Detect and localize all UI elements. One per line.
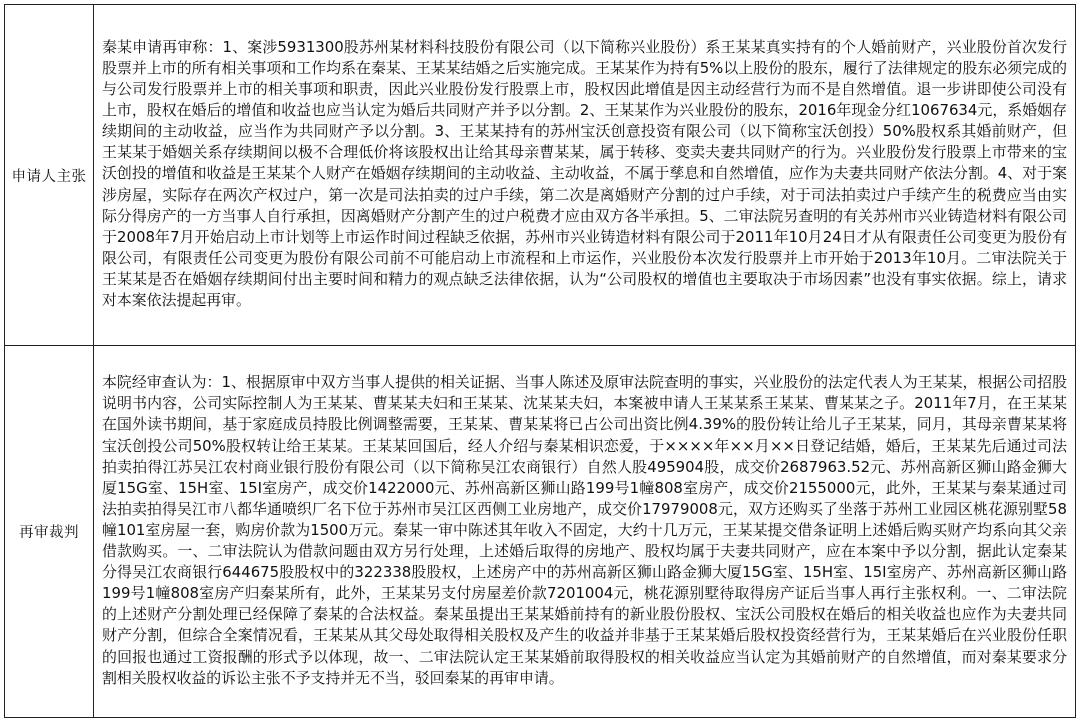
row-label-retrial-ruling: 再审裁判 (5, 346, 94, 718)
table-row-applicant-claims (5, 5, 1076, 346)
case-table (4, 4, 1076, 718)
row-label-applicant-claims: 申请人主张 (5, 5, 94, 346)
applicant-claims-text: 秦某申请再审称：1、案涉5931300股苏州某材料科技股份有限公司（以下简称兴业股份）系王某某真实持有的个人婚前财产，兴业股份首次发行股票并上市的所有相关事项和工作均系在秦某、王某某结婚之后实施完成。王某某作为持有5%以上股份的股东，履行了法律规定的股东必须完成的与公司发行股票并上市的相关事项和职责，因此兴业股份发行股票上市，股权因此增值是因主动经营行为而不是自然增值。退一步讲即使公司没有上市，股权在婚后的增值和收益也应当认定为婚后共同财产并予以分割。2、王某某作为兴业股份的股东，2016年现金分红1067634元，系婚姻存续期间的主动收益，应当作为共同财产予以分割。3、王某某持有的苏州宝沃创意投资有限公司（以下简称宝沃创投）50%股权系其婚前财产，但王某某于婚姻关系存续期间以极不合理低价将该股权出让给其母亲曹某某，属于转移、变卖夫妻共同财产的行为。兴业股份发行股票上市带来的宝沃创投的增值和收益是王某某个人财产在婚姻存续期间的主动收益、主动收益，不属于孳息和自然增值，应作为夫妻共同财产依法分割。4、对于案涉房屋，实际存在两次产权过户，第一次是司法拍卖的过户手续，第二次是离婚财产分割的过户手续，对于司法拍卖过户手续产生的税费应当由实际分得房产的一方当事人自行承担，因离婚财产分割产生的过户税费才应由双方各半承担。5、二审法院另查明的有关苏州市兴业铸造材料有限公司于2008年7月开始启动上市计划等上市运作时间过程缺乏依据，苏州市兴业铸造材料有限公司于2011年10月24日才从有限责任公司变更为股份有限公司，有限责任公司变更为股份有限公司前不可能启动上市流程和上市运作，兴业股份本次发行股票并上市开始于2013年10月。二审法院关于王某某是否在婚姻存续期间付出主要时间和精力的观点缺乏法律依据，认为“公司股权的增值也主要取决于市场因素”也没有事实依据。综上，请求对本案依法提起再审。 (94, 5, 1076, 346)
retrial-ruling-text: 本院经审查认为：1、根据原审中双方当事人提供的相关证据、当事人陈述及原审法院查明的事实，兴业股份的法定代表人为王某某，根据公司招股说明书内容，公司实际控制人为王某某、曹某某夫妇和王某某、沈某某夫妇，本案被申请人王某某系王某某、曹某某之子。2011年7月，在王某某在国外读书期间，基于家庭成员持股比例调整需要，王某某、曹某某将已占公司出资比例4.39%的股份转让给儿子王某某，同月，其母亲曹某某将宝沃创投公司50%股权转让给王某某。王某某回国后，经人介绍与秦某相识恋爱，于××××年××月××日登记结婚，婚后，王某某先后通过司法拍卖拍得江苏吴江农村商业银行股份有限公司（以下简称吴江农商银行）自然人股495904股，成交价2687963.52元、苏州高新区狮山路金狮大厦15G室、15H室、15I室房产，成交价1422000元、苏州高新区狮山路199号1幢808室房产，成交价2155000元，此外，王某某与秦某通过司法拍卖拍得吴江市八都华通喷织厂名下位于苏州市吴江区西侧工业房地产，成交价17979008元，双方还购买了坐落于苏州工业园区桃花源别墅58幢101室房屋一套，购房价款为1500万元。秦某一审中陈述其年收入不固定，大约十几万元，王某某提交借条证明上述婚后购买财产均系向其父亲借款购买。一、二审法院认为借款问题由双方另行处理，上述婚后取得的房地产、股权均属于夫妻共同财产，应在本案中予以分割，据此认定秦某分得吴江农商银行644675股股权中的322338股股权，上述房产中的苏州高新区狮山路金狮大厦15G室、15H室、15I室房产、苏州高新区狮山路199号1幢808室房产归秦某所有，此外，王某某另支付房屋差价款7201004元，桃花源别墅待取得房产证后当事人再行主张权利。一、二审法院的上述财产分割处理已经保障了秦某的合法权益。秦某虽提出王某某婚前持有的新业股份股权、宝沃公司股权在婚后的相关收益也应作为夫妻共同财产分割，但综合全案情况看，王某某从其父母处取得相关股权及产生的收益并非基于王某某婚后股权投资经营行为，王某某婚后在兴业股份任职的回报也通过工资报酬的形式予以体现，故一、二审法院认定王某某婚前取得股权的相关收益应当认定为其婚前财产的自然增值，而对秦某要求分割相关股权收益的诉讼主张不予支持并无不当，驳回秦某的再审申请。 (94, 346, 1076, 718)
table-row-retrial-ruling (5, 346, 1076, 718)
